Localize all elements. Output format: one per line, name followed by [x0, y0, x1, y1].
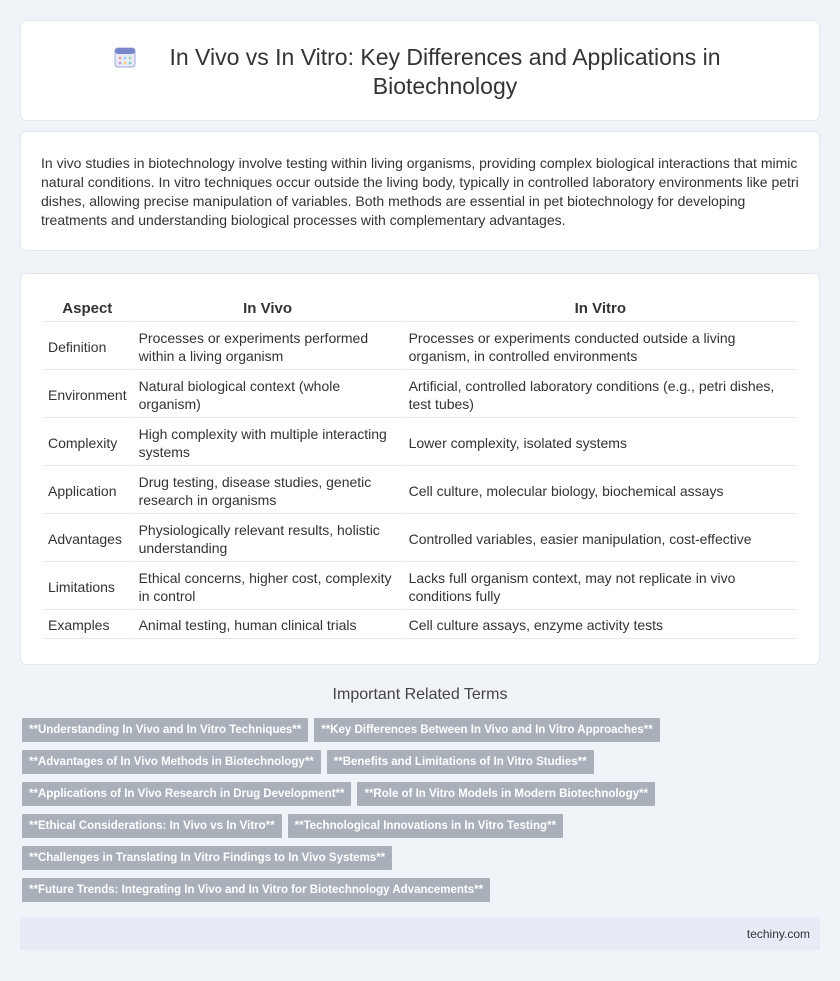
table-cell: High complexity with multiple interacting systems [134, 420, 402, 466]
table-cell: Advantages [43, 516, 132, 562]
related-term-tag[interactable]: **Applications of In Vivo Research in Drug Development** [22, 782, 351, 806]
table-cell: Processes or experiments performed within a living organism [134, 324, 402, 370]
table-row [43, 372, 797, 418]
related-term-tag[interactable]: **Challenges in Translating In Vitro Findings to In Vivo Systems** [22, 846, 392, 870]
table-row [43, 420, 797, 466]
table-cell: Artificial, controlled laboratory conditions (e.g., petri dishes, test tubes) [404, 372, 797, 418]
table-cell: Physiologically relevant results, holistic understanding [134, 516, 402, 562]
table-row [43, 324, 797, 370]
intro-paragraph: In vivo studies in biotechnology involve testing within living organisms, providing complex biological interactions that mimic natural conditions. In vitro techniques occur outside the living body, typically in controlled laboratory environments like petri dishes, allowing precise manipulation of variables. Both methods are essential in pet biotechnology for developing treatments and understanding biological processes with complementary advantages. [41, 155, 799, 228]
table-cell: Cell culture, molecular biology, biochemical assays [404, 468, 797, 514]
related-term-tag[interactable]: **Role of In Vitro Models in Modern Biotechnology** [357, 782, 654, 806]
table-cell: Complexity [43, 420, 132, 466]
table-cell: Lower complexity, isolated systems [404, 420, 797, 466]
table-cell: Drug testing, disease studies, genetic research in organisms [134, 468, 402, 514]
table-header-in-vivo: In Vivo [134, 296, 402, 322]
title-card [20, 20, 820, 121]
related-terms-list [22, 718, 662, 910]
page-title: In Vivo vs In Vitro: Key Differences and Applications in Biotechnology [169, 44, 721, 99]
related-term-tag[interactable]: **Key Differences Between In Vivo and In Vitro Approaches** [314, 718, 659, 742]
table-cell: Lacks full organism context, may not replicate in vivo conditions fully [404, 564, 797, 610]
related-term-tag[interactable]: **Benefits and Limitations of In Vitro Studies** [327, 750, 594, 774]
comparison-table-card [20, 273, 820, 665]
table-row [43, 564, 797, 610]
table-cell: Definition [43, 324, 132, 370]
related-term-tag[interactable]: **Future Trends: Integrating In Vivo and In Vitro for Biotechnology Advancements** [22, 878, 490, 902]
related-term-tag[interactable]: **Understanding In Vivo and In Vitro Techniques** [22, 718, 308, 742]
intro-card [20, 131, 820, 251]
related-term-tag[interactable]: **Ethical Considerations: In Vivo vs In Vitro** [22, 814, 282, 838]
table-row [43, 468, 797, 514]
table-cell: Ethical concerns, higher cost, complexity in control [134, 564, 402, 610]
footer [20, 917, 820, 950]
table-cell: Natural biological context (whole organism) [134, 372, 402, 418]
table-header-in-vitro: In Vitro [404, 296, 797, 322]
table-cell: Animal testing, human clinical trials [134, 612, 402, 639]
table-cell: Environment [43, 372, 132, 418]
table-row [43, 612, 797, 639]
related-terms-title: Important Related Terms [332, 686, 508, 703]
table-cell: Processes or experiments conducted outside a living organism, in controlled environments [404, 324, 797, 370]
table-header-aspect: Aspect [43, 296, 132, 322]
table-cell: Controlled variables, easier manipulation, cost-effective [404, 516, 797, 562]
comparison-table [41, 294, 799, 641]
related-term-tag[interactable]: **Advantages of In Vivo Methods in Biotechnology** [22, 750, 321, 774]
related-term-tag[interactable]: **Technological Innovations in In Vitro Testing** [288, 814, 563, 838]
table-cell: Application [43, 468, 132, 514]
footer-site-link[interactable]: techiny.com [746, 927, 810, 941]
table-cell: Cell culture assays, enzyme activity tests [404, 612, 797, 639]
table-row [43, 516, 797, 562]
table-cell: Limitations [43, 564, 132, 610]
table-cell: Examples [43, 612, 132, 639]
